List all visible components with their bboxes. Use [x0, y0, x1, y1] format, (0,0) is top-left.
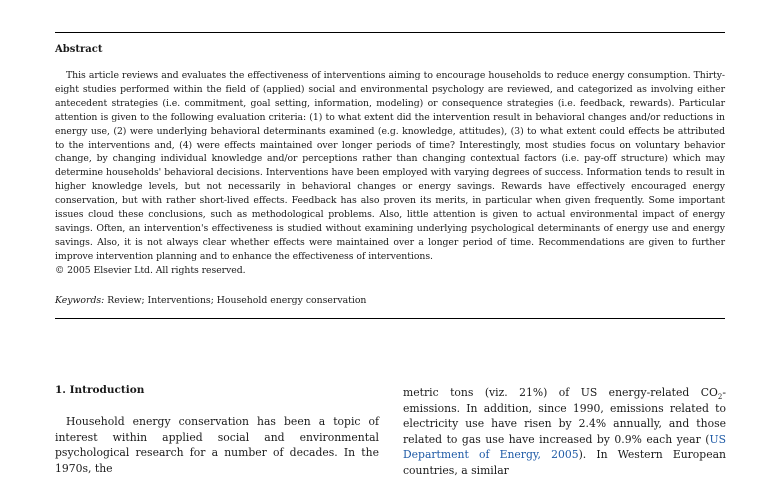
abstract-text: This article reviews and evaluates the effectiveness of interventions aiming to encourage households to reduce energy consumption. Thirty-eight studies performed within the field of (applied) social and environmental psychology are reviewed, and categorized as involving either antecedent strategies (i.e. commitment, goal setting, information, modeling) or consequence strategies (i.e. feedback, rewards). Particular attention is given to the following evaluation criteria: (1) to what extent did the intervention result in behavioral changes and/or reductions in energy use, (2) were underlying behavioral determinants examined (e.g. knowledge, attitudes), (3) to what extent could effects be attributed to the interventions and, (4) were effects maintained over longer periods of time? Interestingly, most studies focus on voluntary behavior change, by changing individual knowledge and/or perceptions rather than changing contextual factors (i.e. pay-off structure) which may determine households' behavioral decisions. Interventions have been employed with varying degrees of success. Information tends to result in higher knowledge levels, but not necessarily in behavioral changes or energy savings. Rewards have effectively encouraged energy conservation, but with rather short-lived effects. Feedback has also proven its merits, in particular when given frequently. Some important issues cloud these conclusions, such as methodological problems. Also, little attention is given to actual environmental impact of energy savings. Often, an intervention's effectiveness is studied without examining underlying psychological determinants of energy use and energy savings. Also, it is not always clear whether effects were maintained over a longer period of time. Recommendations are given to further improve intervention planning and to enhance the effectiveness of interventions. [55, 70, 725, 262]
abstract-body [55, 69, 725, 278]
right-text-2: -emissions. In addition, since 1990, emissions related to electricity use have risen by 2.4% annually, and those related to gas use have increased by 0.9% each year ( [403, 386, 726, 446]
citation-link[interactable]: US Department of Energy, 2005 [403, 432, 726, 461]
intro-right-column [403, 385, 726, 478]
keywords-list: Review; Interventions; Household energy conservation [107, 295, 367, 306]
bottom-rule [55, 318, 725, 319]
keywords-label: Keywords: [55, 295, 105, 306]
top-rule [55, 32, 725, 33]
copyright-notice: © 2005 Elsevier Ltd. All rights reserved. [55, 264, 246, 276]
co2-subscript: 2 [717, 393, 723, 402]
keywords-line [55, 295, 366, 306]
right-text-1: metric tons (viz. 21%) of US energy-related CO [403, 386, 718, 399]
intro-left-column: Household energy conservation has been a topic of interest within applied social and environmental psychological research for a number of decades. In the 1970s, the [55, 415, 379, 475]
section-heading-introduction: 1. Introduction [55, 384, 145, 396]
right-text-3: ). In Western European countries, a similar [403, 448, 727, 477]
abstract-heading: Abstract [55, 44, 103, 55]
